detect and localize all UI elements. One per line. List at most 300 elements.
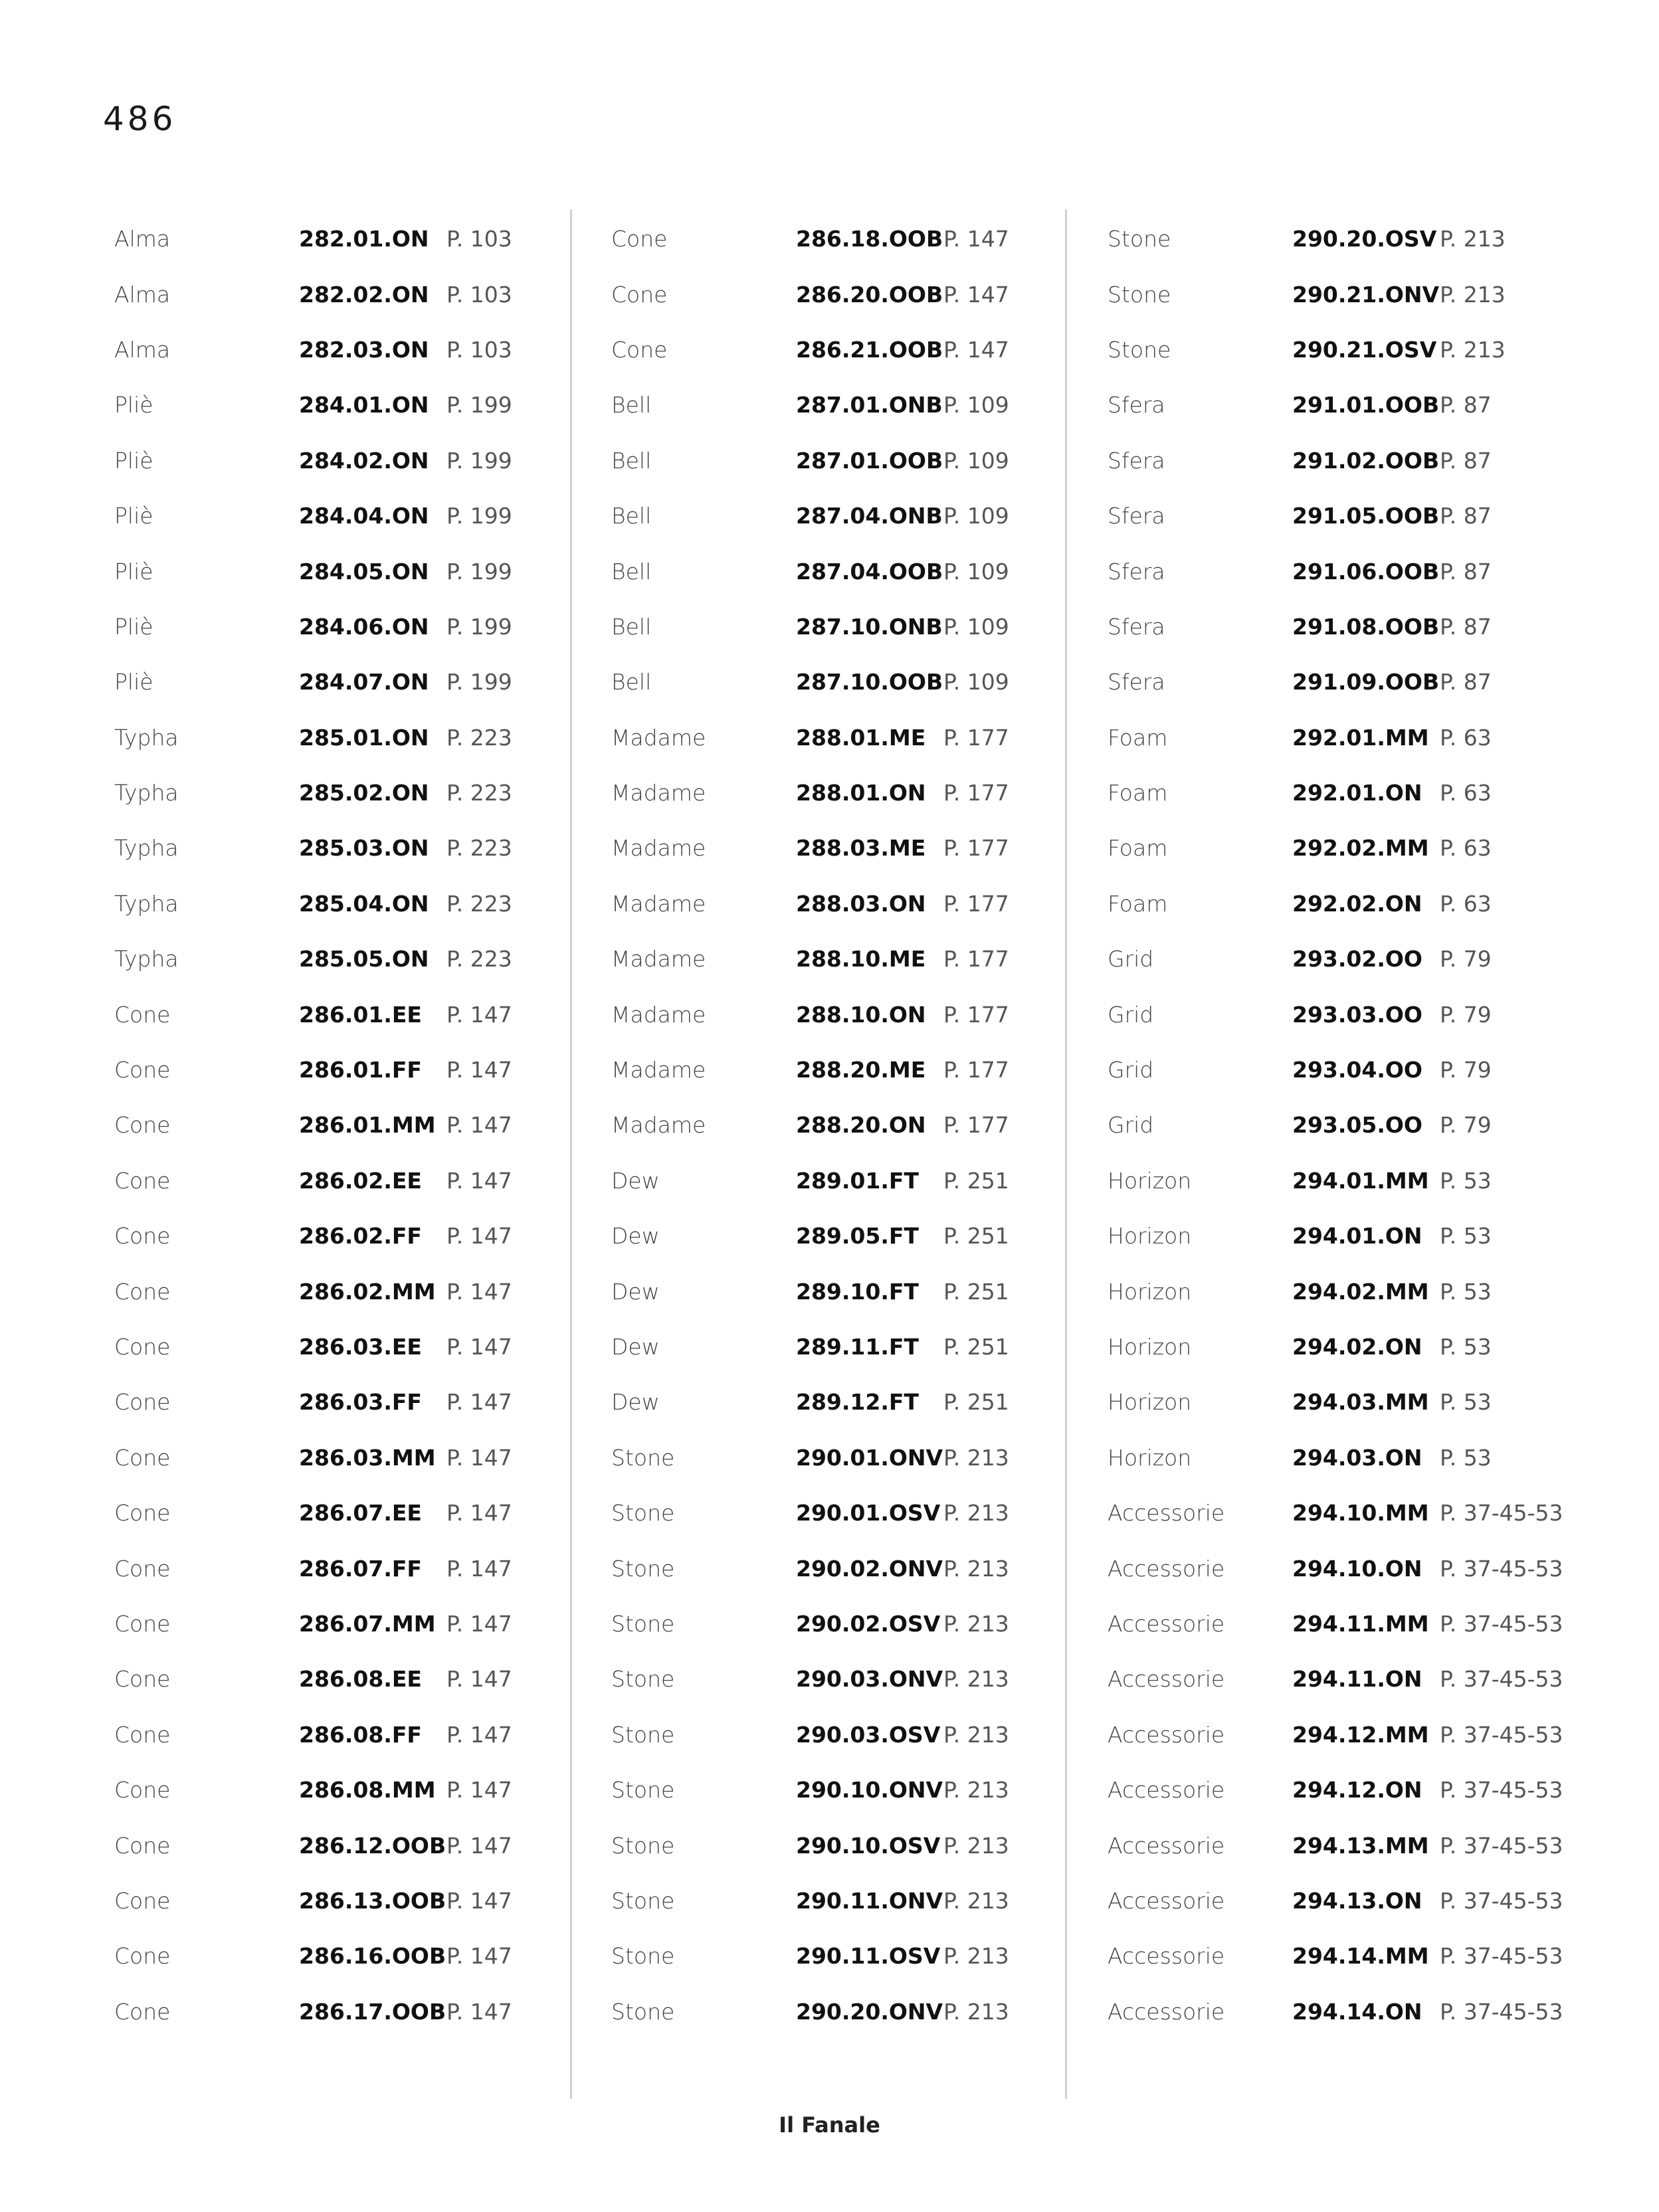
- product-name: Dew: [611, 1389, 660, 1416]
- product-name: Horizon: [1108, 1278, 1192, 1305]
- product-code: 289.05.FT: [796, 1223, 919, 1249]
- product-code: 286.01.EE: [299, 1001, 422, 1028]
- index-row: [114, 1817, 593, 1873]
- index-row: [114, 1540, 593, 1596]
- product-code: 284.06.ON: [299, 613, 429, 640]
- product-name: Cone: [114, 1998, 171, 2025]
- index-row: [114, 710, 593, 765]
- index-row: [611, 820, 1090, 876]
- product-name: Cone: [114, 1001, 171, 1028]
- product-code: 290.01.ONV: [796, 1444, 943, 1471]
- product-name: Cone: [114, 1610, 171, 1637]
- page-reference: P. 147: [446, 1666, 512, 1693]
- product-name: Grid: [1108, 1112, 1154, 1139]
- page-reference: P. 53: [1440, 1278, 1492, 1305]
- product-code: 286.02.MM: [299, 1278, 436, 1305]
- index-row: [1108, 1540, 1586, 1596]
- index-row: [1108, 599, 1586, 654]
- page-reference: P. 53: [1440, 1444, 1492, 1471]
- index-row: [114, 1374, 593, 1429]
- index-row: [114, 820, 593, 876]
- product-code: 292.01.MM: [1292, 724, 1429, 751]
- page-reference: P. 53: [1440, 1167, 1492, 1194]
- product-name: Cone: [114, 1666, 171, 1693]
- product-name: Madame: [611, 890, 706, 917]
- page-reference: P. 223: [446, 890, 512, 917]
- page-reference: P. 87: [1440, 503, 1492, 529]
- page-reference: P. 199: [446, 669, 512, 695]
- page-reference: P. 147: [943, 226, 1009, 252]
- page-reference: P. 79: [1440, 1057, 1492, 1083]
- index-row: [114, 1263, 593, 1319]
- product-code: 293.03.OO: [1292, 1001, 1422, 1028]
- product-code: 290.01.OSV: [796, 1500, 941, 1526]
- product-code: 290.21.ONV: [1292, 281, 1440, 308]
- product-code: 282.03.ON: [299, 336, 429, 363]
- product-name: Stone: [1108, 336, 1171, 363]
- index-row: [611, 1928, 1090, 1983]
- product-code: 288.01.ON: [796, 780, 926, 806]
- product-code: 285.02.ON: [299, 780, 429, 806]
- page-reference: P. 147: [446, 1223, 512, 1249]
- index-row: [114, 1873, 593, 1928]
- index-row: [611, 543, 1090, 599]
- product-code: 294.10.MM: [1292, 1500, 1429, 1526]
- index-row: [1108, 1707, 1586, 1762]
- product-code: 286.08.FF: [299, 1721, 422, 1748]
- product-name: Horizon: [1108, 1444, 1192, 1471]
- product-code: 285.04.ON: [299, 890, 429, 917]
- product-name: Cone: [114, 1334, 171, 1360]
- product-code: 288.10.ME: [796, 946, 926, 972]
- product-code: 294.13.ON: [1292, 1887, 1422, 1914]
- product-name: Accessorie: [1108, 1777, 1225, 1803]
- product-name: Cone: [114, 1444, 171, 1471]
- page-reference: P. 199: [446, 447, 512, 474]
- index-row: [114, 1042, 593, 1097]
- product-code: 294.12.ON: [1292, 1777, 1422, 1803]
- product-code: 286.03.EE: [299, 1334, 422, 1360]
- index-row: [114, 433, 593, 488]
- page-number: 486: [103, 100, 177, 138]
- product-code: 289.12.FT: [796, 1389, 919, 1416]
- index-row: [611, 1707, 1090, 1762]
- index-row: [1108, 1928, 1586, 1983]
- index-row: [611, 1374, 1090, 1429]
- page-reference: P. 251: [943, 1223, 1009, 1249]
- index-row: [114, 1928, 593, 1983]
- index-row: [611, 1596, 1090, 1651]
- index-row: [114, 488, 593, 543]
- product-code: 294.11.ON: [1292, 1666, 1422, 1693]
- index-row: [611, 1263, 1090, 1319]
- product-name: Bell: [611, 613, 652, 640]
- index-row: [1108, 765, 1586, 820]
- page-reference: P. 147: [446, 1887, 512, 1914]
- footer-brand: Il Fanale: [779, 2112, 880, 2138]
- index-row: [114, 1208, 593, 1263]
- product-name: Cone: [114, 1777, 171, 1803]
- product-name: Foam: [1108, 724, 1168, 751]
- product-name: Pliè: [114, 613, 153, 640]
- page-reference: P. 147: [446, 1555, 512, 1582]
- page-reference: P. 37-45-53: [1440, 1777, 1563, 1803]
- page-reference: P. 213: [943, 1832, 1009, 1859]
- product-name: Accessorie: [1108, 1998, 1225, 2025]
- index-row: [611, 211, 1090, 266]
- product-code: 288.03.ON: [796, 890, 926, 917]
- product-name: Typha: [114, 890, 179, 917]
- product-name: Cone: [114, 1057, 171, 1083]
- product-name: Grid: [1108, 946, 1154, 972]
- product-code: 294.02.ON: [1292, 1334, 1422, 1360]
- index-row: [114, 876, 593, 931]
- product-code: 288.03.ME: [796, 835, 926, 862]
- product-name: Accessorie: [1108, 1500, 1225, 1526]
- product-code: 286.17.OOB: [299, 1998, 446, 2025]
- page-reference: P. 147: [446, 1167, 512, 1194]
- product-code: 282.01.ON: [299, 226, 429, 252]
- index-row: [611, 1485, 1090, 1540]
- index-row: [1108, 1873, 1586, 1928]
- index-row: [1108, 488, 1586, 543]
- index-row: [1108, 1208, 1586, 1263]
- product-name: Dew: [611, 1334, 660, 1360]
- product-code: 290.10.ONV: [796, 1777, 943, 1803]
- product-code: 286.12.OOB: [299, 1832, 446, 1859]
- index-row: [114, 1319, 593, 1374]
- page-reference: P. 147: [446, 1943, 512, 1970]
- page-reference: P. 37-45-53: [1440, 1721, 1563, 1748]
- product-code: 294.12.MM: [1292, 1721, 1429, 1748]
- product-name: Pliè: [114, 392, 153, 418]
- page-reference: P. 37-45-53: [1440, 1887, 1563, 1914]
- page-reference: P. 199: [446, 558, 512, 585]
- page-reference: P. 177: [943, 835, 1009, 862]
- product-name: Typha: [114, 780, 179, 806]
- page-reference: P. 223: [446, 724, 512, 751]
- page-reference: P. 223: [446, 946, 512, 972]
- product-code: 290.21.OSV: [1292, 336, 1437, 363]
- product-code: 286.01.MM: [299, 1112, 436, 1139]
- index-row: [611, 654, 1090, 709]
- product-name: Madame: [611, 1112, 706, 1139]
- product-code: 290.02.ONV: [796, 1555, 943, 1582]
- page-reference: P. 87: [1440, 613, 1492, 640]
- product-code: 293.02.OO: [1292, 946, 1422, 972]
- index-row: [114, 1984, 593, 2039]
- index-row: [611, 433, 1090, 488]
- product-name: Sfera: [1108, 503, 1165, 529]
- product-code: 292.01.ON: [1292, 780, 1422, 806]
- product-name: Grid: [1108, 1057, 1154, 1083]
- product-name: Horizon: [1108, 1389, 1192, 1416]
- product-code: 293.05.OO: [1292, 1112, 1422, 1139]
- product-name: Bell: [611, 392, 652, 418]
- page-reference: P. 177: [943, 724, 1009, 751]
- page-reference: P. 213: [943, 1777, 1009, 1803]
- product-name: Stone: [611, 1943, 675, 1970]
- page-reference: P. 37-45-53: [1440, 1832, 1563, 1859]
- product-code: 294.11.MM: [1292, 1610, 1429, 1637]
- product-name: Sfera: [1108, 447, 1165, 474]
- product-code: 285.05.ON: [299, 946, 429, 972]
- page-reference: P. 199: [446, 392, 512, 418]
- index-row: [1108, 876, 1586, 931]
- page-reference: P. 147: [446, 1721, 512, 1748]
- index-row: [611, 1153, 1090, 1208]
- index-column-3: [1108, 211, 1586, 2039]
- product-name: Stone: [611, 1887, 675, 1914]
- product-name: Stone: [611, 1998, 675, 2025]
- product-name: Madame: [611, 780, 706, 806]
- product-name: Sfera: [1108, 558, 1165, 585]
- page-reference: P. 109: [943, 613, 1009, 640]
- product-name: Stone: [611, 1777, 675, 1803]
- product-name: Alma: [114, 226, 171, 252]
- product-name: Stone: [611, 1444, 675, 1471]
- product-code: 290.03.ONV: [796, 1666, 943, 1693]
- index-row: [1108, 543, 1586, 599]
- product-name: Cone: [611, 281, 668, 308]
- index-row: [114, 322, 593, 377]
- page-reference: P. 251: [943, 1167, 1009, 1194]
- page-reference: P. 147: [943, 281, 1009, 308]
- index-row: [114, 986, 593, 1042]
- product-code: 285.03.ON: [299, 835, 429, 862]
- index-row: [1108, 1596, 1586, 1651]
- index-row: [114, 1762, 593, 1817]
- index-row: [114, 1651, 593, 1706]
- product-name: Cone: [114, 1389, 171, 1416]
- index-row: [611, 1430, 1090, 1485]
- page-reference: P. 63: [1440, 835, 1492, 862]
- page-reference: P. 213: [943, 1943, 1009, 1970]
- product-code: 287.04.OOB: [796, 558, 943, 585]
- product-code: 290.20.OSV: [1292, 226, 1437, 252]
- product-name: Bell: [611, 669, 652, 695]
- product-code: 294.01.MM: [1292, 1167, 1429, 1194]
- page-reference: P. 87: [1440, 669, 1492, 695]
- index-row: [114, 211, 593, 266]
- product-code: 286.03.MM: [299, 1444, 436, 1471]
- product-name: Sfera: [1108, 669, 1165, 695]
- product-name: Bell: [611, 447, 652, 474]
- product-name: Dew: [611, 1223, 660, 1249]
- product-name: Madame: [611, 835, 706, 862]
- page-reference: P. 103: [446, 281, 512, 308]
- product-code: 292.02.ON: [1292, 890, 1422, 917]
- index-row: [611, 488, 1090, 543]
- page-reference: P. 103: [446, 336, 512, 363]
- page-reference: P. 147: [446, 1389, 512, 1416]
- page-reference: P. 87: [1440, 558, 1492, 585]
- index-row: [1108, 710, 1586, 765]
- product-name: Cone: [114, 1278, 171, 1305]
- product-name: Typha: [114, 835, 179, 862]
- product-code: 288.20.ME: [796, 1057, 926, 1083]
- product-code: 291.09.OOB: [1292, 669, 1440, 695]
- index-row: [611, 1042, 1090, 1097]
- index-row: [1108, 1817, 1586, 1873]
- product-name: Foam: [1108, 780, 1168, 806]
- product-name: Cone: [611, 336, 668, 363]
- page-reference: P. 147: [446, 1832, 512, 1859]
- page-reference: P. 103: [446, 226, 512, 252]
- product-code: 290.02.OSV: [796, 1610, 941, 1637]
- product-name: Dew: [611, 1167, 660, 1194]
- product-code: 285.01.ON: [299, 724, 429, 751]
- product-name: Pliè: [114, 558, 153, 585]
- product-code: 294.01.ON: [1292, 1223, 1422, 1249]
- page-reference: P. 87: [1440, 392, 1492, 418]
- index-row: [1108, 1651, 1586, 1706]
- index-row: [1108, 1042, 1586, 1097]
- page-reference: P. 147: [446, 1998, 512, 2025]
- product-code: 290.20.ONV: [796, 1998, 943, 2025]
- product-code: 294.03.ON: [1292, 1444, 1422, 1471]
- index-row: [1108, 986, 1586, 1042]
- product-code: 291.01.OOB: [1292, 392, 1440, 418]
- product-code: 287.10.OOB: [796, 669, 943, 695]
- product-name: Sfera: [1108, 613, 1165, 640]
- index-row: [611, 1540, 1090, 1596]
- product-name: Madame: [611, 946, 706, 972]
- page-reference: P. 63: [1440, 724, 1492, 751]
- product-name: Cone: [114, 1223, 171, 1249]
- index-row: [611, 1984, 1090, 2039]
- product-name: Foam: [1108, 835, 1168, 862]
- product-name: Grid: [1108, 1001, 1154, 1028]
- page-reference: P. 79: [1440, 946, 1492, 972]
- index-row: [611, 1097, 1090, 1152]
- index-row: [1108, 1153, 1586, 1208]
- index-row: [611, 931, 1090, 986]
- index-row: [114, 1153, 593, 1208]
- product-code: 286.02.FF: [299, 1223, 422, 1249]
- product-name: Cone: [114, 1832, 171, 1859]
- page-reference: P. 37-45-53: [1440, 1555, 1563, 1582]
- index-row: [1108, 1485, 1586, 1540]
- product-code: 287.04.ONB: [796, 503, 943, 529]
- page-reference: P. 213: [943, 1998, 1009, 2025]
- product-code: 288.01.ME: [796, 724, 926, 751]
- index-row: [114, 543, 593, 599]
- product-name: Horizon: [1108, 1223, 1192, 1249]
- product-name: Cone: [114, 1555, 171, 1582]
- index-row: [1108, 211, 1586, 266]
- product-code: 287.01.ONB: [796, 392, 943, 418]
- page-reference: P. 147: [446, 1278, 512, 1305]
- product-name: Stone: [1108, 281, 1171, 308]
- page-reference: P. 109: [943, 503, 1009, 529]
- index-row: [1108, 1374, 1586, 1429]
- product-name: Foam: [1108, 890, 1168, 917]
- page-reference: P. 147: [446, 1610, 512, 1637]
- index-row: [611, 377, 1090, 432]
- product-name: Typha: [114, 946, 179, 972]
- page-reference: P. 223: [446, 835, 512, 862]
- product-name: Cone: [114, 1887, 171, 1914]
- product-name: Alma: [114, 281, 171, 308]
- index-row: [611, 1319, 1090, 1374]
- index-row: [611, 1651, 1090, 1706]
- index-row: [1108, 266, 1586, 322]
- product-code: 293.04.OO: [1292, 1057, 1422, 1083]
- product-name: Cone: [114, 1112, 171, 1139]
- product-name: Madame: [611, 724, 706, 751]
- product-name: Dew: [611, 1278, 660, 1305]
- page-reference: P. 251: [943, 1389, 1009, 1416]
- page-reference: P. 109: [943, 447, 1009, 474]
- product-name: Stone: [611, 1721, 675, 1748]
- index-row: [1108, 1319, 1586, 1374]
- index-row: [611, 599, 1090, 654]
- index-row: [1108, 322, 1586, 377]
- index-row: [114, 1596, 593, 1651]
- product-name: Stone: [1108, 226, 1171, 252]
- page-reference: P. 37-45-53: [1440, 1998, 1563, 2025]
- product-code: 289.11.FT: [796, 1334, 919, 1360]
- product-name: Bell: [611, 503, 652, 529]
- product-code: 294.14.MM: [1292, 1943, 1429, 1970]
- product-code: 294.10.ON: [1292, 1555, 1422, 1582]
- page-reference: P. 79: [1440, 1112, 1492, 1139]
- page-reference: P. 147: [446, 1057, 512, 1083]
- product-name: Typha: [114, 724, 179, 751]
- page-reference: P. 213: [943, 1721, 1009, 1748]
- page-reference: P. 109: [943, 392, 1009, 418]
- product-code: 287.10.ONB: [796, 613, 943, 640]
- product-code: 286.07.FF: [299, 1555, 422, 1582]
- product-code: 286.08.EE: [299, 1666, 422, 1693]
- index-row: [611, 322, 1090, 377]
- product-code: 291.02.OOB: [1292, 447, 1440, 474]
- product-name: Stone: [611, 1832, 675, 1859]
- product-name: Accessorie: [1108, 1610, 1225, 1637]
- index-row: [114, 1485, 593, 1540]
- product-name: Stone: [611, 1666, 675, 1693]
- page-reference: P. 213: [943, 1887, 1009, 1914]
- product-code: 289.01.FT: [796, 1167, 919, 1194]
- page-reference: P. 37-45-53: [1440, 1943, 1563, 1970]
- product-name: Stone: [611, 1610, 675, 1637]
- product-name: Cone: [114, 1721, 171, 1748]
- page-reference: P. 177: [943, 1112, 1009, 1139]
- product-name: Cone: [611, 226, 668, 252]
- page-reference: P. 213: [943, 1610, 1009, 1637]
- page-reference: P. 223: [446, 780, 512, 806]
- product-code: 284.07.ON: [299, 669, 429, 695]
- index-row: [611, 1208, 1090, 1263]
- index-row: [114, 654, 593, 709]
- product-code: 288.10.ON: [796, 1001, 926, 1028]
- product-name: Sfera: [1108, 392, 1165, 418]
- index-row: [114, 266, 593, 322]
- page-reference: P. 213: [1440, 336, 1506, 363]
- product-code: 284.04.ON: [299, 503, 429, 529]
- index-row: [611, 986, 1090, 1042]
- page-reference: P. 37-45-53: [1440, 1610, 1563, 1637]
- page-reference: P. 213: [1440, 226, 1506, 252]
- page-reference: P. 199: [446, 503, 512, 529]
- page-reference: P. 251: [943, 1278, 1009, 1305]
- index-row: [114, 765, 593, 820]
- product-code: 294.02.MM: [1292, 1278, 1429, 1305]
- product-code: 288.20.ON: [796, 1112, 926, 1139]
- product-code: 286.01.FF: [299, 1057, 422, 1083]
- product-code: 292.02.MM: [1292, 835, 1429, 862]
